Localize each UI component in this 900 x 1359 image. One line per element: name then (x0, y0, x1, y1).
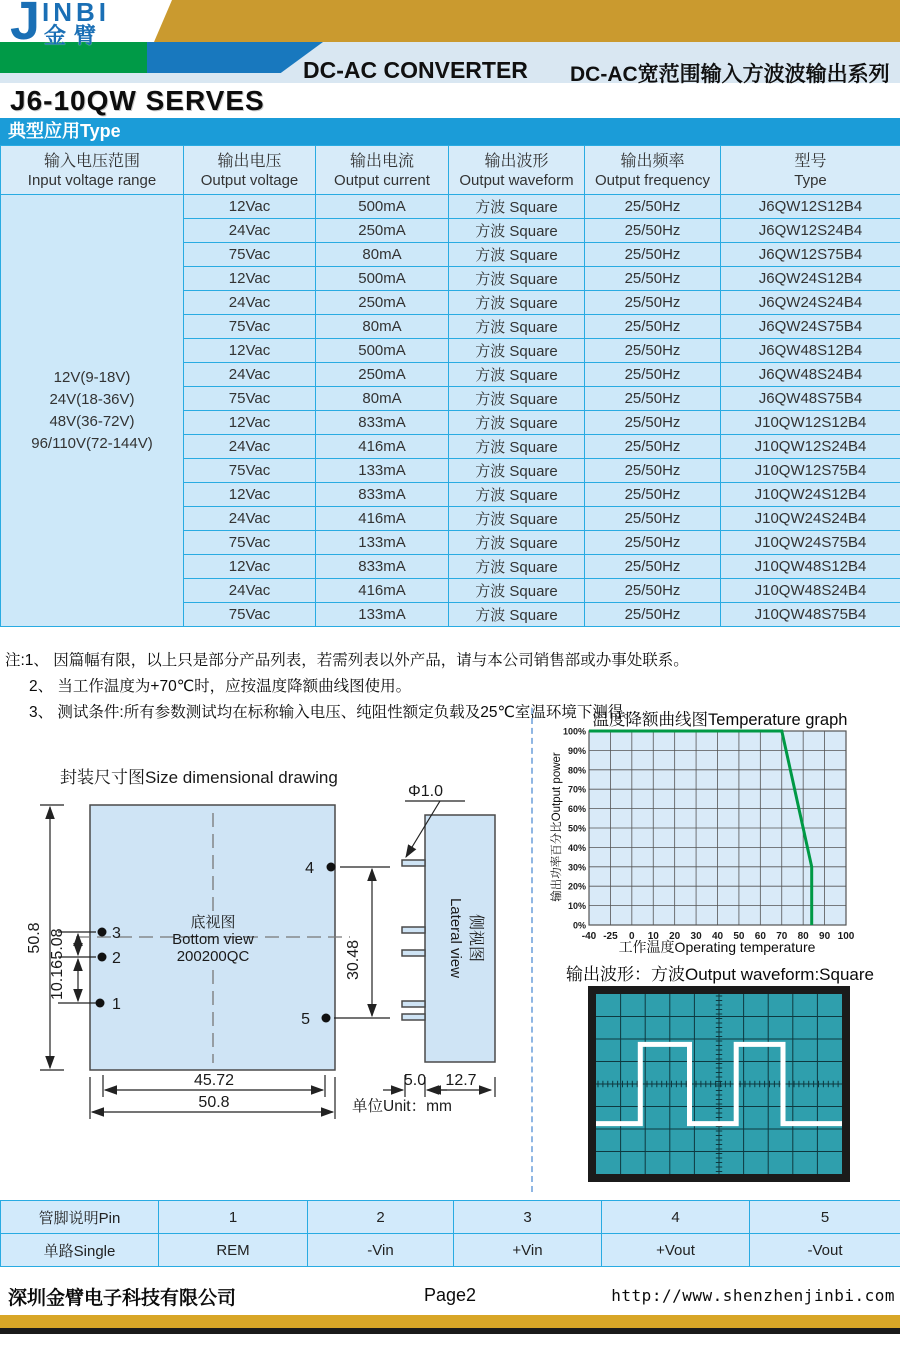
x-tick-label: 50 (733, 931, 745, 942)
pin-table-cell: 4 (602, 1201, 750, 1234)
product-table-cell: 500mA (316, 195, 449, 219)
col-header-output-frequency (585, 146, 721, 195)
x-tick-label: -40 (581, 931, 597, 942)
x-tick-label: 20 (669, 931, 681, 942)
footer-company-name: 深圳金臂电子科技有限公司 (8, 1288, 237, 1309)
product-table-cell: 12Vac (184, 483, 316, 507)
lateral-pin (402, 927, 425, 933)
product-table-cell: 250mA (316, 219, 449, 243)
doc-title-en: DC-AC CONVERTER (303, 57, 528, 83)
footer-page-number: Page2 (423, 1285, 477, 1305)
x-tick-label: 40 (711, 931, 724, 942)
dim-height-label: 50.8 (26, 922, 43, 954)
column-divider-dashed (531, 708, 533, 1192)
product-table-cell: 250mA (316, 291, 449, 315)
footer-black-bar (0, 1328, 900, 1334)
product-table-cell: 24Vac (184, 507, 316, 531)
y-tick-label: 100% (562, 728, 586, 737)
product-table-cell: 500mA (316, 267, 449, 291)
pin-table-row (1, 1234, 900, 1267)
product-table-cell: 833mA (316, 411, 449, 435)
product-table-cell: 75Vac (184, 603, 316, 627)
logo-text-en: INBI (42, 0, 110, 27)
product-table-cell: 方波 Square (449, 411, 585, 435)
col-header-en: Output waveform (459, 171, 574, 189)
dim-gap-small-label: 5.08 (49, 928, 66, 960)
product-table-cell: 250mA (316, 363, 449, 387)
product-table-cell: 416mA (316, 435, 449, 459)
col-header-cn: 型号 (794, 152, 827, 170)
product-table-row (1, 195, 900, 219)
pin-4-dot (327, 863, 336, 872)
lateral-pin (402, 1001, 425, 1007)
input-voltage-range-cell (1, 195, 184, 627)
product-table-cell: 75Vac (184, 459, 316, 483)
product-table-cell: 方波 Square (449, 531, 585, 555)
product-table-cell: 25/50Hz (585, 267, 721, 291)
temp-graph-title: 温度降额曲线图Temperature graph (592, 711, 848, 729)
product-table-cell: 方波 Square (449, 435, 585, 459)
footer-gold-bar (0, 1315, 900, 1328)
product-table-cell: 25/50Hz (585, 387, 721, 411)
product-table-cell: J10QW12S75B4 (721, 459, 900, 483)
pin-table-cell: REM (159, 1234, 308, 1267)
input-range-line: 12V(9-18V) (53, 368, 131, 386)
product-table-cell: 25/50Hz (585, 435, 721, 459)
x-tick-label: 10 (647, 931, 659, 942)
product-table-cell: 24Vac (184, 579, 316, 603)
product-table-cell: 833mA (316, 483, 449, 507)
product-table-cell: J10QW24S75B4 (721, 531, 900, 555)
pin-4-label: 4 (305, 860, 314, 877)
product-table-cell: 方波 Square (449, 579, 585, 603)
temp-graph-plot (540, 728, 895, 963)
lateral-pin (402, 950, 425, 956)
product-table-cell: 133mA (316, 531, 449, 555)
product-table-header-row (1, 146, 900, 195)
product-table-cell: J10QW24S24B4 (721, 507, 900, 531)
product-table-cell: 方波 Square (449, 195, 585, 219)
product-table-cell: J10QW48S24B4 (721, 579, 900, 603)
doc-title-cn: DC-AC宽范围输入方波波输出系列 (570, 63, 890, 86)
product-table-cell: 25/50Hz (585, 315, 721, 339)
col-header-cn: 输出波形 (484, 152, 549, 170)
product-table-cell: 25/50Hz (585, 339, 721, 363)
product-table-cell: 方波 Square (449, 363, 585, 387)
x-tick-label: -25 (603, 931, 618, 942)
pin-5-dot (322, 1014, 331, 1023)
y-tick-label: 20% (567, 881, 586, 892)
product-table-cell: 833mA (316, 555, 449, 579)
product-table-cell: J10QW48S75B4 (721, 603, 900, 627)
product-table-cell: J10QW12S12B4 (721, 411, 900, 435)
pin-2-dot (98, 953, 107, 962)
col-header-cn: 输出电流 (349, 152, 414, 170)
bottom-view-model: 200200QC (176, 948, 250, 965)
pin-description-table (0, 1200, 900, 1267)
unit-label: 单位Unit：mm (352, 1098, 452, 1115)
product-table-cell: 75Vac (184, 243, 316, 267)
input-range-line: 96/110V(72-144V) (31, 434, 153, 452)
product-table-cell: J6QW12S24B4 (721, 219, 900, 243)
oscilloscope-screen (588, 986, 850, 1182)
product-table-body (1, 195, 900, 627)
product-table-cell: 75Vac (184, 387, 316, 411)
pin-table-cell: -Vin (308, 1234, 454, 1267)
company-logo (10, 0, 170, 51)
product-table-cell: 133mA (316, 603, 449, 627)
product-table-cell: 25/50Hz (585, 411, 721, 435)
y-tick-label: 50% (567, 823, 586, 834)
product-table-cell: 75Vac (184, 531, 316, 555)
product-table-cell: J10QW12S24B4 (721, 435, 900, 459)
temp-graph-ylabel: 输出功率百分比Output power (551, 752, 563, 902)
note-line: 3、 测试条件:所有参数测试均在标称输入电压、纯阻性额定负载及25℃室温环境下测得。 (29, 704, 639, 721)
y-tick-label: 0% (572, 920, 586, 931)
product-table-cell: 12Vac (184, 339, 316, 363)
product-table-cell: 25/50Hz (585, 291, 721, 315)
product-table-cell: 25/50Hz (585, 579, 721, 603)
product-table-cell: 25/50Hz (585, 483, 721, 507)
x-tick-label: 100 (837, 931, 855, 942)
product-table-cell: 方波 Square (449, 555, 585, 579)
pin-3-dot (98, 928, 107, 937)
dim-lat-body-label: 12.7 (445, 1072, 477, 1089)
product-table-cell: 25/50Hz (585, 363, 721, 387)
x-tick-label: 90 (819, 931, 831, 942)
logo-text-cn: 金臂 (44, 23, 105, 48)
product-table-cell: 12Vac (184, 411, 316, 435)
x-tick-label: 0 (629, 931, 635, 942)
product-table-cell: 25/50Hz (585, 531, 721, 555)
col-header-output-current (316, 146, 449, 195)
input-range-line: 24V(18-36V) (49, 390, 135, 408)
pin-2-label: 2 (112, 950, 121, 967)
product-table-cell: 80mA (316, 387, 449, 411)
pin-table-cell: +Vout (602, 1234, 750, 1267)
note-line: 2、 当工作温度为+70℃时，应按温度降额曲线图使用。 (29, 678, 412, 695)
product-table-cell: 80mA (316, 243, 449, 267)
product-table-cell: 方波 Square (449, 507, 585, 531)
product-table-cell: J6QW48S12B4 (721, 339, 900, 363)
pin-table-cell: +Vin (454, 1234, 602, 1267)
product-table-cell: 方波 Square (449, 387, 585, 411)
pin-diameter-label: Φ1.0 (408, 783, 444, 800)
product-table-cell: 12Vac (184, 195, 316, 219)
product-table-cell: J6QW12S75B4 (721, 243, 900, 267)
product-table-cell: 25/50Hz (585, 219, 721, 243)
col-header-type (721, 146, 900, 195)
product-table-cell: 133mA (316, 459, 449, 483)
y-tick-label: 10% (567, 901, 586, 912)
product-table-cell: 方波 Square (449, 267, 585, 291)
product-table-cell: J6QW24S12B4 (721, 267, 900, 291)
product-table-cell: 方波 Square (449, 483, 585, 507)
product-table-cell: J10QW48S12B4 (721, 555, 900, 579)
pin-table-row (1, 1201, 900, 1234)
product-table-cell: 方波 Square (449, 315, 585, 339)
y-tick-label: 70% (567, 784, 586, 795)
col-header-input-range (1, 146, 184, 195)
product-table-cell: J6QW24S75B4 (721, 315, 900, 339)
product-table-cell: 方波 Square (449, 243, 585, 267)
dim-gap-large-label: 10.16 (49, 959, 66, 1001)
drawing-title: 封装尺寸图Size dimensional drawing (60, 768, 338, 787)
y-tick-label: 60% (567, 804, 586, 815)
product-table-cell: 75Vac (184, 315, 316, 339)
section-bar-typical-application: 典型应用Type (0, 118, 900, 145)
pin-1-label: 1 (112, 996, 121, 1013)
product-table-cell: 416mA (316, 507, 449, 531)
pin-table-cell: -Vout (750, 1234, 900, 1267)
input-range-line: 48V(36-72V) (49, 412, 135, 430)
product-table-cell: 25/50Hz (585, 507, 721, 531)
product-table-cell: 416mA (316, 579, 449, 603)
pin-table-cell: 3 (454, 1201, 602, 1234)
lateral-pin (402, 1014, 425, 1020)
product-table-cell: J6QW48S24B4 (721, 363, 900, 387)
col-header-cn: 输出频率 (620, 152, 685, 170)
logo-letter-j: J (10, 0, 41, 51)
col-header-en: Output voltage (200, 171, 299, 189)
x-tick-label: 30 (690, 931, 702, 942)
pin-table-body (1, 1201, 900, 1267)
product-table-cell: 25/50Hz (585, 195, 721, 219)
dim-width-outer-label: 50.8 (198, 1094, 230, 1111)
x-tick-label: 80 (797, 931, 809, 942)
pin-table-cell: 5 (750, 1201, 900, 1234)
col-header-en: Output frequency (594, 171, 711, 189)
col-header-en: Type (794, 171, 827, 189)
col-header-output-voltage (184, 146, 316, 195)
col-header-en: Output current (334, 171, 430, 189)
product-table-cell: J6QW24S24B4 (721, 291, 900, 315)
bottom-view-label-cn: 底视图 (190, 914, 236, 931)
product-table-cell: 方波 Square (449, 339, 585, 363)
product-table-cell: 方波 Square (449, 291, 585, 315)
dim-right-span-label: 30.48 (345, 939, 362, 981)
pin-1-dot (96, 999, 105, 1008)
col-header-output-waveform (449, 146, 585, 195)
product-table-cell: J10QW24S12B4 (721, 483, 900, 507)
waveform-title: 输出波形：方波Output waveform:Square (566, 965, 874, 984)
lateral-view-label-en: Lateral view (447, 897, 464, 979)
product-table-cell: 24Vac (184, 435, 316, 459)
product-table-cell: 80mA (316, 315, 449, 339)
lateral-view-label-cn: 侧视图 (467, 913, 484, 963)
x-tick-label: 70 (776, 931, 788, 942)
pin-5-label: 5 (301, 1011, 310, 1028)
pin-table-cell: 1 (159, 1201, 308, 1234)
product-table-cell: 25/50Hz (585, 459, 721, 483)
product-table-cell: 25/50Hz (585, 555, 721, 579)
col-header-cn: 输入电压范围 (43, 152, 140, 170)
y-tick-label: 90% (567, 745, 586, 756)
note-line: 注:1、 因篇幅有限，以上只是部分产品列表，若需列表以外产品，请与本公司销售部或办事处联系。 (5, 652, 689, 669)
product-table-cell: 25/50Hz (585, 243, 721, 267)
col-header-cn: 输出电压 (217, 152, 282, 170)
dim-width-inner-label: 45.72 (193, 1072, 235, 1089)
dim-lat-pin-label: 5.0 (403, 1072, 427, 1089)
y-tick-label: 80% (567, 765, 586, 776)
product-table-cell: 25/50Hz (585, 603, 721, 627)
pin-table-cell: 管脚说明Pin (1, 1201, 159, 1234)
pin-table-cell: 2 (308, 1201, 454, 1234)
pin-table-cell: 单路Single (1, 1234, 159, 1267)
product-table-cell: 方波 Square (449, 219, 585, 243)
product-table-cell: 24Vac (184, 219, 316, 243)
series-title: J6-10QW SERVES (10, 85, 265, 116)
product-table-cell: 500mA (316, 339, 449, 363)
pin-3-label: 3 (112, 925, 121, 942)
size-dimensional-drawing (0, 755, 530, 1130)
product-table-cell: J6QW48S75B4 (721, 387, 900, 411)
product-table-cell: 方波 Square (449, 603, 585, 627)
y-tick-label: 30% (567, 862, 586, 873)
product-table-cell: 12Vac (184, 555, 316, 579)
col-header-en: Input voltage range (27, 171, 157, 189)
product-table-cell: J6QW12S12B4 (721, 195, 900, 219)
footer-website-link[interactable]: http://www.shenzhenjinbi.com (611, 1286, 895, 1305)
x-tick-label: 60 (754, 931, 766, 942)
product-table-cell: 方波 Square (449, 459, 585, 483)
y-tick-label: 40% (567, 842, 586, 853)
temp-graph-xlabel: 工作温度Operating temperature (618, 939, 816, 955)
product-table-cell: 24Vac (184, 291, 316, 315)
product-table-cell: 12Vac (184, 267, 316, 291)
bottom-view-label-en: Bottom view (172, 931, 254, 948)
lateral-pin (402, 860, 425, 866)
product-table-cell: 24Vac (184, 363, 316, 387)
temperature-graph (540, 728, 895, 968)
product-table (0, 145, 900, 627)
